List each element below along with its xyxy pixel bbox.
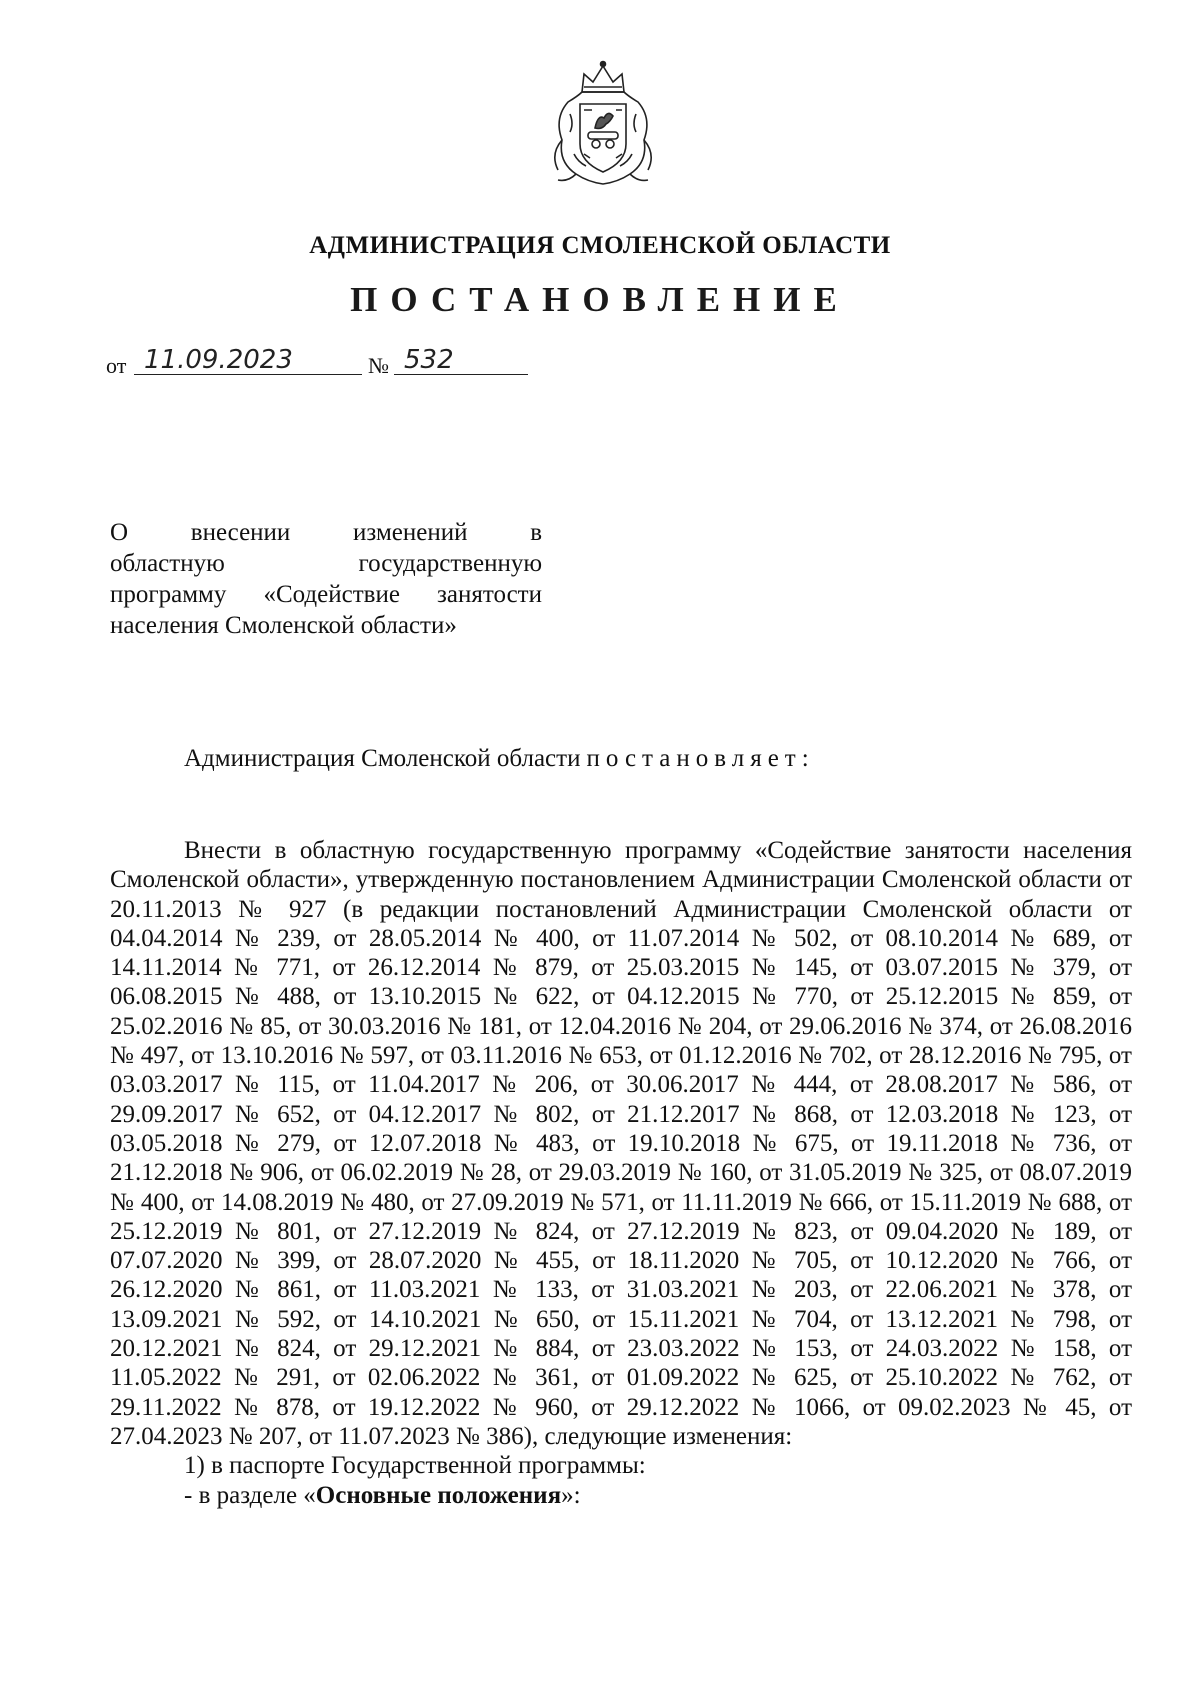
decree-prefix: Администрация Смоленской области	[184, 745, 581, 772]
document-body	[110, 836, 1132, 1510]
list-item: 1) в паспорте Государственной программы:	[184, 1452, 646, 1480]
body-paragraph: Внести в областную государственную программу «Содействие занятости населения Смоленской области», утвержденную постановлением Администрации Смоленской области от 20.11.2013 № 927 (в редакции постановлений Администрации Смоленской области от 04.04.2014 № 239, от 28.05.2014 № 400, от 11.07.2014 № 502, от 08.10.2014 № 689, от 14.11.2014 № 771, от 26.12.2014 № 879, от 25.03.2015 № 145, от 03.07.2015 № 379, от 06.08.2015 № 488, от 13.10.2015 № 622, от 04.12.2015 № 770, от 25.12.2015 № 859, от 25.02.2016 № 85, от 30.03.2016 № 181, от 12.04.2016 № 204, от 29.06.2016 № 374, от 26.08.2016 № 497, от 13.10.2016 № 597, от 03.11.2016 № 653, от 01.12.2016 № 702, от 28.12.2016 № 795, от 03.03.2017 № 115, от 11.04.2017 № 206, от 30.06.2017 № 444, от 28.08.2017 № 586, от 29.09.2017 № 652, от 04.12.2017 № 802, от 21.12.2017 № 868, от 12.03.2018 № 123, от 03.05.2018 № 279, от 12.07.2018 № 483, от 19.10.2018 № 675, от 19.11.2018 № 736, от 21.12.2018 № 906, от 06.02.2019 № 28, от 29.03.2019 № 160, от 31.05.2019 № 325, от 08.07.2019 № 400, от 14.08.2019 № 480, от 27.09.2019 № 571, от 11.11.2019 № 666, от 15.11.2019 № 688, от 25.12.2019 № 801, от 27.12.2019 № 824, от 27.12.2019 № 823, от 09.04.2020 № 189, от 07.07.2020 № 399, от 28.07.2020 № 455, от 18.11.2020 № 705, от 10.12.2020 № 766, от 26.12.2020 № 861, от 11.03.2021 № 133, от 31.03.2021 № 203, от 22.06.2021 № 378, от 13.09.2021 № 592, от 14.10.2021 № 650, от 15.11.2021 № 704, от 13.12.2021 № 798, от 20.12.2021 № 824, от 29.12.2021 № 884, от 23.03.2022 № 153, от 24.03.2022 № 158, от 11.05.2022 № 291, от 02.06.2022 № 361, от 01.09.2022 № 625, от 25.10.2022 № 762, от 29.11.2022 № 878, от 19.12.2022 № 960, от 29.12.2022 № 1066, от 09.02.2023 № 45, от 27.04.2023 № 207, от 11.07.2023 № 386), следующие изменения:	[110, 837, 1132, 1450]
subject-line: населения Смоленской области»	[110, 612, 457, 639]
handwritten-number: 532	[394, 345, 528, 375]
list-item	[110, 1481, 1132, 1510]
date-label: от	[106, 353, 127, 378]
smolensk-coat-of-arms-icon	[548, 58, 658, 188]
organization-title: АДМИНИСТРАЦИЯ СМОЛЕНСКОЙ ОБЛАСТИ	[309, 232, 891, 259]
decree-statement	[184, 745, 815, 773]
subject-line: областную государственную	[110, 550, 542, 577]
handwritten-date: 11.09.2023	[134, 345, 362, 375]
document-type-title: ПОСТАНОВЛЕНИЕ	[350, 280, 850, 319]
number-label: №	[368, 353, 389, 378]
item-suffix: »:	[561, 1481, 581, 1509]
item-prefix: - в разделе «	[184, 1481, 316, 1509]
subject-line: программу «Содействие занятости	[110, 581, 542, 608]
subject-line: О внесении изменений в	[110, 519, 542, 546]
section-name: Основные положения	[315, 1481, 562, 1509]
decree-verb: постановляет:	[586, 745, 815, 772]
document-subject	[110, 517, 542, 641]
